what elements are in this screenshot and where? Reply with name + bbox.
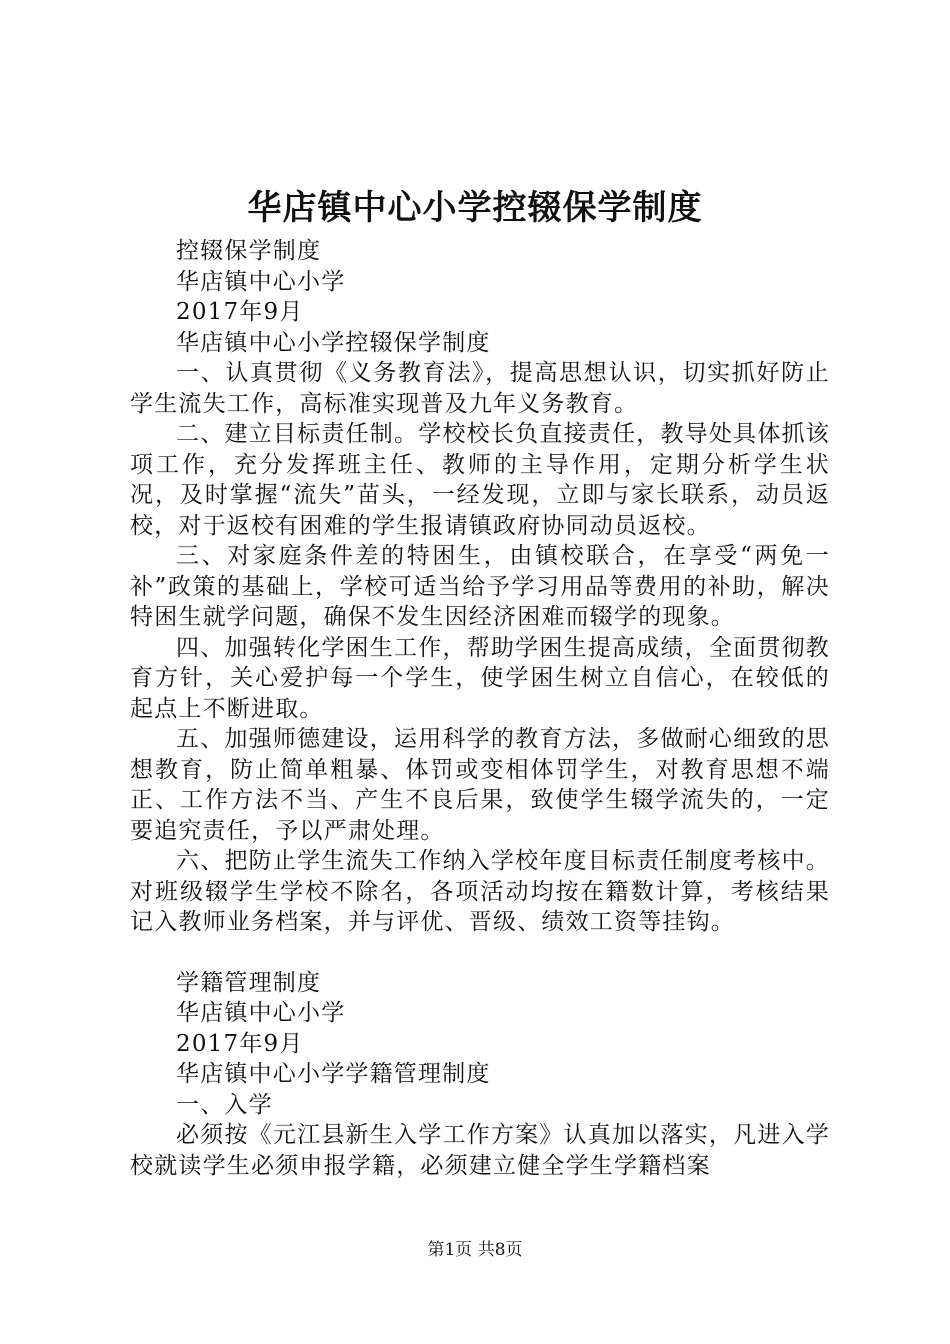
document-date: 2017年9月 bbox=[176, 1030, 304, 1057]
school-name: 华店镇中心小学 bbox=[176, 268, 346, 295]
document-date: 2017年9月 bbox=[176, 299, 304, 325]
page-footer: 第1页 共8页 bbox=[427, 1240, 523, 1260]
document-body bbox=[130, 236, 830, 1181]
paragraph: 必须按《元江县新生入学工作方案》认真加以落实，凡进入学校就读学生必须申报学籍，必须建立健全学生学籍档案 bbox=[130, 1122, 830, 1179]
paragraph: 二、建立目标责任制。学校校长负直接责任，教导处具体抓该项工作，充分发挥班主任、教师的主导作用，定期分析学生状况，及时掌握“流失”苗头，一经发现，立即与家长联系，动员返校，对于返校有困难的学生报请镇政府协同动员返校。 bbox=[130, 421, 830, 539]
school-name: 华店镇中心小学 bbox=[176, 1000, 346, 1026]
section-heading: 学籍管理制度 bbox=[176, 969, 322, 996]
section-subtitle: 华店镇中心小学学籍管理制度 bbox=[176, 1061, 491, 1087]
paragraph: 六、把防止学生流失工作纳入学校年度目标责任制度考核中。对班级辍学生学校不除名，各项活动均按在籍数计算，考核结果记入教师业务档案，并与评优、晋级、绩效工资等挂钩。 bbox=[130, 848, 830, 935]
section-gap bbox=[130, 938, 830, 968]
item-heading: 一、入学 bbox=[176, 1091, 273, 1118]
section-subtitle: 华店镇中心小学控辍保学制度 bbox=[176, 329, 491, 356]
document-title: 华店镇中心小学控辍保学制度 bbox=[247, 188, 703, 228]
paragraph: 四、加强转化学困生工作，帮助学困生提高成绩，全面贯彻教育方针，关心爱护每一个学生，使学困生树立自信心，在较低的起点上不断进取。 bbox=[130, 634, 830, 722]
paragraph: 三、对家庭条件差的特困生，由镇校联合，在享受“两免一补”政策的基础上，学校可适当给予学习用品等费用的补助，解决特困生就学问题，确保不发生因经济困难而辍学的现象。 bbox=[130, 543, 830, 630]
paragraph: 一、认真贯彻《义务教育法》，提高思想认识，切实抓好防止学生流失工作，高标准实现普及九年义务教育。 bbox=[130, 360, 830, 417]
paragraph: 五、加强师德建设，运用科学的教育方法，多做耐心细致的思想教育，防止简单粗暴、体罚或变相体罚学生，对教育思想不端正、工作方法不当、产生不良后果，致使学生辍学流失的，一定要追究责任，予以严肃处理。 bbox=[130, 726, 830, 844]
section-heading: 控辍保学制度 bbox=[176, 238, 322, 264]
